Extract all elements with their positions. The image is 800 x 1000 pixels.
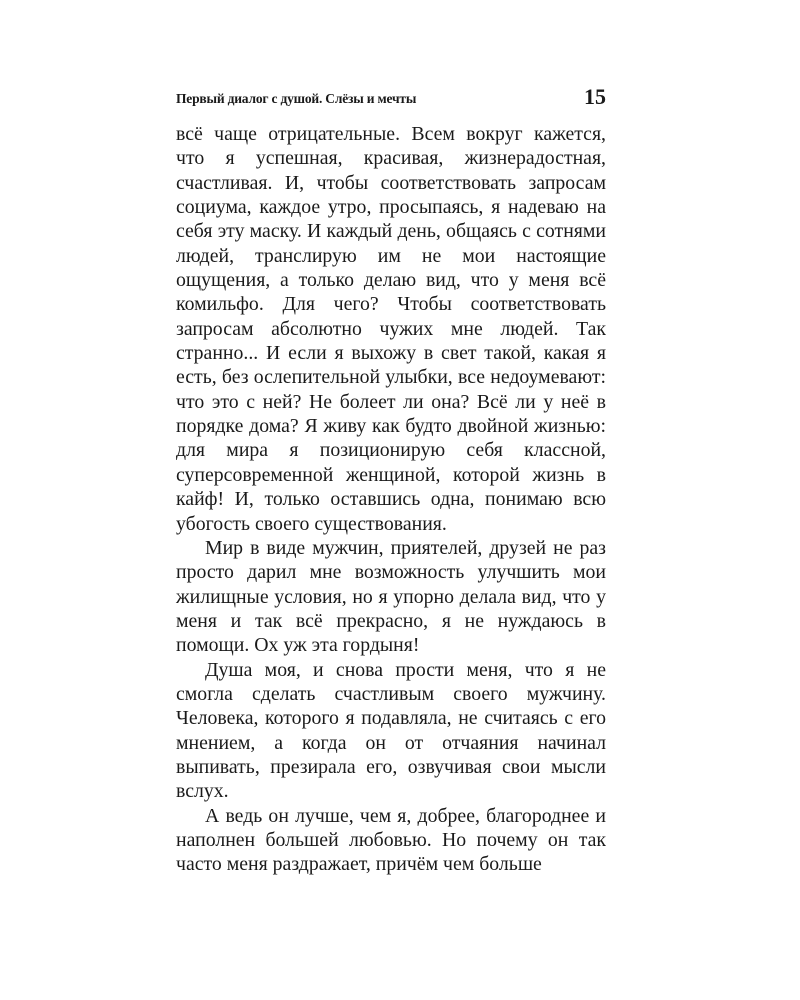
paragraph: Душа моя, и снова прости меня, что я не смогла сделать счастливым своего мужчину. Человека, которого я подавляла, не считаясь с его мнением, а когда он от отчаяния начинал выпивать, презирала его, озвучивая свои мысли вслух. [176, 658, 606, 803]
paragraph: всё чаще отрицательные. Всем вокруг кажется, что я успешная, красивая, жизнерадостная, счастливая. И, чтобы соответствовать запросам социума, каждое утро, просыпаясь, я надеваю на себя эту маску. И каждый день, общаясь с сотнями людей, транслирую им не мои настоящие ощущения, а только делаю вид, что у меня всё комильфо. Для чего? Чтобы соответствовать запросам абсолютно чужих мне людей. Так странно... И если я выхожу в свет такой, какая я есть, без ослепительной улыбки, все недоумевают: что это с ней? Не болеет ли она? Всё ли у неё в порядке дома? Я живу как будто двойной жизнью: для мира я позиционирую себя классной, суперсовременной женщиной, которой жизнь в кайф! И, только оставшись одна, понимаю всю убогость своего существования. [176, 123, 606, 535]
body-text [176, 122, 606, 877]
chapter-title: Первый диалог с душой. Слёзы и мечты [176, 91, 417, 106]
paragraph: А ведь он лучше, чем я, добрее, благороднее и наполнен большей любовью. Но почему он так часто меня раздражает, причём чем больше [176, 804, 606, 876]
page-number: 15 [584, 84, 606, 109]
running-header [176, 84, 606, 114]
paragraph: Мир в виде мужчин, приятелей, друзей не раз просто дарил мне возможность улучшить мои жилищные условия, но я упорно делала вид, что у меня и так всё прекрасно, я не нуждаюсь в помощи. Ох уж эта гордыня! [176, 536, 606, 657]
